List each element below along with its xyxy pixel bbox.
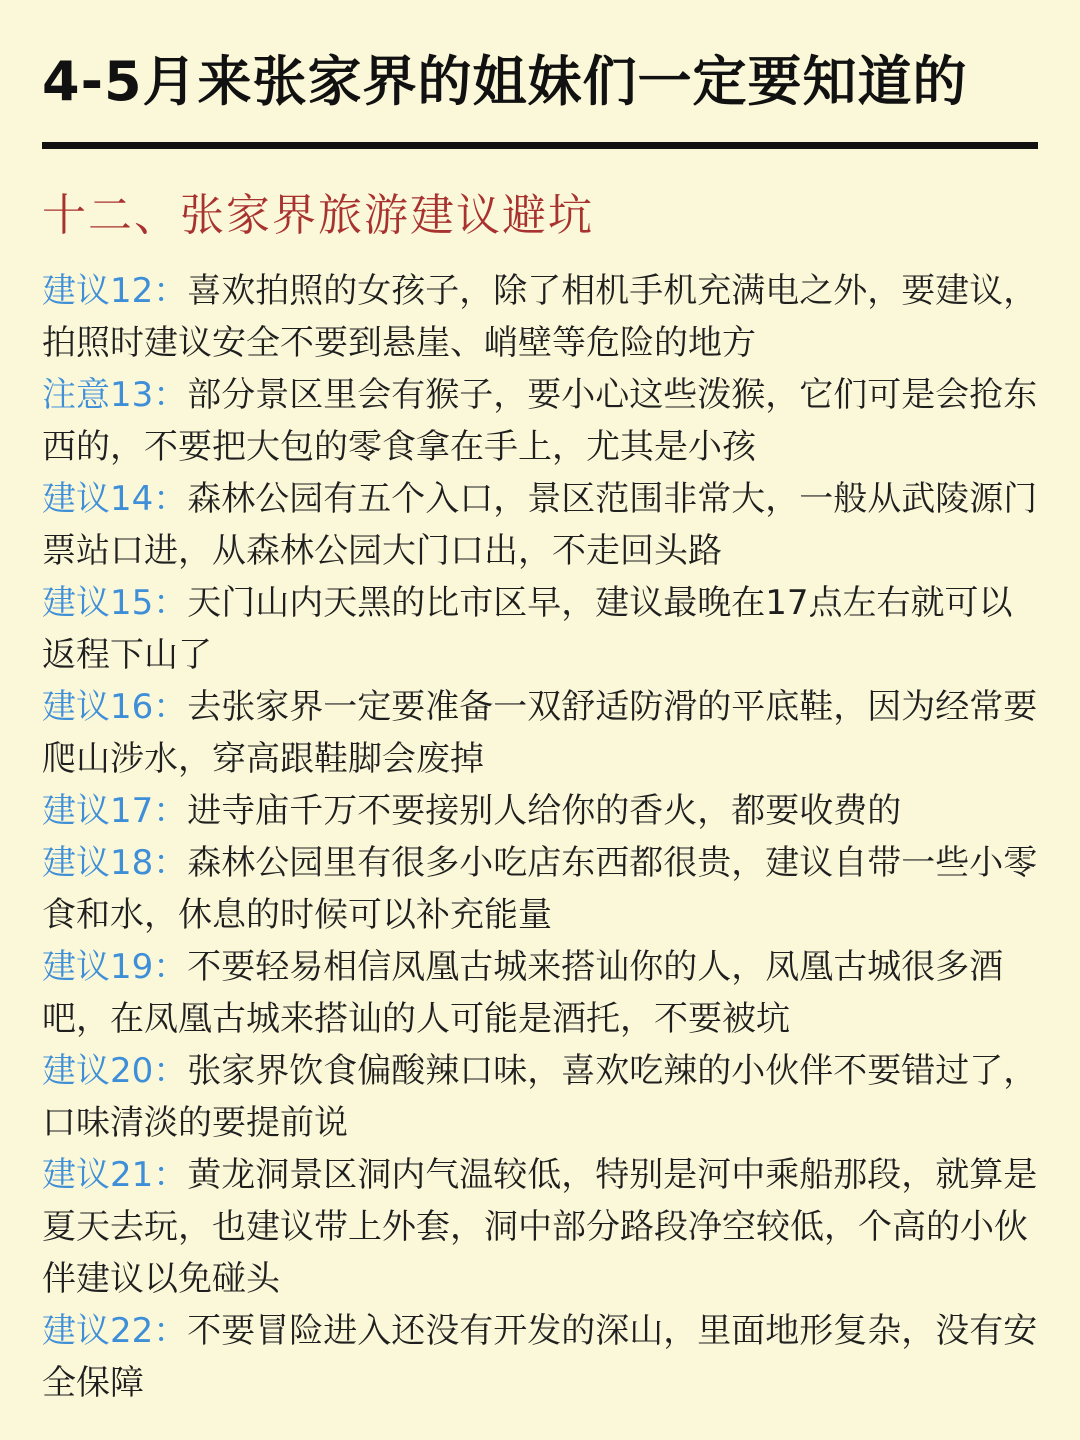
list-item	[42, 785, 1038, 837]
item-text: 张家界饮食偏酸辣口味，喜欢吃辣的小伙伴不要错过了，口味清淡的要提前说	[42, 1051, 1038, 1143]
item-text: 进寺庙千万不要接别人给你的香火，都要收费的	[187, 791, 902, 831]
item-text: 不要冒险进入还没有开发的深山，里面地形复杂，没有安全保障	[42, 1311, 1038, 1403]
list-item	[42, 1045, 1038, 1149]
item-label: 建议15：	[42, 583, 188, 623]
item-label: 建议21：	[42, 1155, 188, 1195]
item-text: 森林公园有五个入口，景区范围非常大，一般从武陵源门票站口进，从森林公园大门口出，不走回头路	[42, 479, 1038, 571]
item-label: 建议14：	[42, 479, 188, 519]
list-item	[42, 369, 1038, 473]
list-item	[42, 473, 1038, 577]
item-label: 建议20：	[42, 1051, 188, 1091]
item-text: 天门山内天黑的比市区早，建议最晚在17点左右就可以返程下山了	[42, 583, 1013, 675]
item-label: 建议18：	[42, 843, 188, 883]
list-item	[42, 577, 1038, 681]
title-divider	[42, 142, 1038, 149]
section-heading: 十二、张家界旅游建议避坑	[42, 190, 594, 241]
list-item	[42, 1149, 1038, 1305]
item-label: 注意13：	[42, 375, 188, 415]
list-item	[42, 1305, 1038, 1409]
item-label: 建议16：	[42, 687, 188, 727]
list-item	[42, 837, 1038, 941]
list-item	[42, 681, 1038, 785]
page-title: 4-5月来张家界的姐妹们一定要知道的	[42, 50, 968, 113]
item-text: 去张家界一定要准备一双舒适防滑的平底鞋，因为经常要爬山涉水，穿高跟鞋脚会废掉	[42, 687, 1038, 779]
list-item	[42, 941, 1038, 1045]
item-label: 建议19：	[42, 947, 188, 987]
tips-list	[42, 265, 1038, 1409]
item-label: 建议17：	[42, 791, 188, 831]
item-label: 建议22：	[42, 1311, 188, 1351]
item-text: 部分景区里会有猴子，要小心这些泼猴，它们可是会抢东西的，不要把大包的零食拿在手上，尤其是小孩	[42, 375, 1038, 467]
item-text: 森林公园里有很多小吃店东西都很贵，建议自带一些小零食和水，休息的时候可以补充能量	[42, 843, 1038, 935]
item-label: 建议12：	[42, 271, 188, 311]
item-text: 喜欢拍照的女孩子，除了相机手机充满电之外，要建议，拍照时建议安全不要到悬崖、峭壁等危险的地方	[42, 271, 1038, 363]
item-text: 黄龙洞景区洞内气温较低，特别是河中乘船那段，就算是夏天去玩，也建议带上外套，洞中部分路段净空较低，个高的小伙伴建议以免碰头	[42, 1155, 1038, 1299]
item-text: 不要轻易相信凤凰古城来搭讪你的人，凤凰古城很多酒吧，在凤凰古城来搭讪的人可能是酒托，不要被坑	[42, 947, 1004, 1039]
list-item	[42, 265, 1038, 369]
